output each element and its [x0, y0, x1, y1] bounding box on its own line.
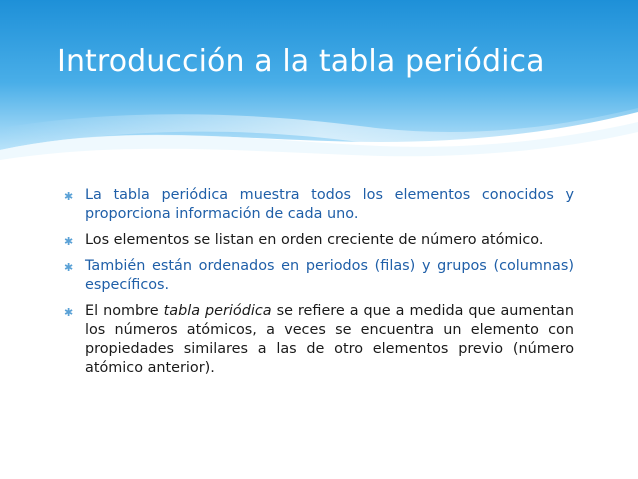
- asterisk-icon: ✱: [64, 306, 74, 319]
- bullet-text: Los elementos se listan en orden creciente de número atómico.: [85, 232, 544, 248]
- header-background: [0, 0, 638, 175]
- asterisk-icon: ✱: [64, 190, 74, 203]
- bullet-text: [85, 302, 574, 378]
- bullet-list: [64, 186, 574, 385]
- bullet-text: La tabla periódica muestra todos los elementos conocidos y proporciona información de cada uno.: [85, 187, 574, 222]
- bullet-text-end: se refiere a que a medida que aumentan los números atómicos, a veces se encuentra un elemento con propiedades similares a las de otro elementos previo (número atómico anterior).: [85, 303, 574, 376]
- bullet-text-start: El nombre: [85, 303, 164, 319]
- asterisk-icon: ✱: [64, 261, 74, 274]
- bullet-item: [64, 302, 574, 378]
- slide-title: Introducción a la tabla periódica: [57, 44, 545, 79]
- bullet-text-italic: tabla periódica: [163, 303, 272, 319]
- bullet-text: También están ordenados en periodos (filas) y grupos (columnas) específicos.: [85, 258, 574, 293]
- bullet-item: [64, 186, 574, 224]
- bullet-item: [64, 231, 574, 250]
- bullet-item: [64, 257, 574, 295]
- asterisk-icon: ✱: [64, 235, 74, 248]
